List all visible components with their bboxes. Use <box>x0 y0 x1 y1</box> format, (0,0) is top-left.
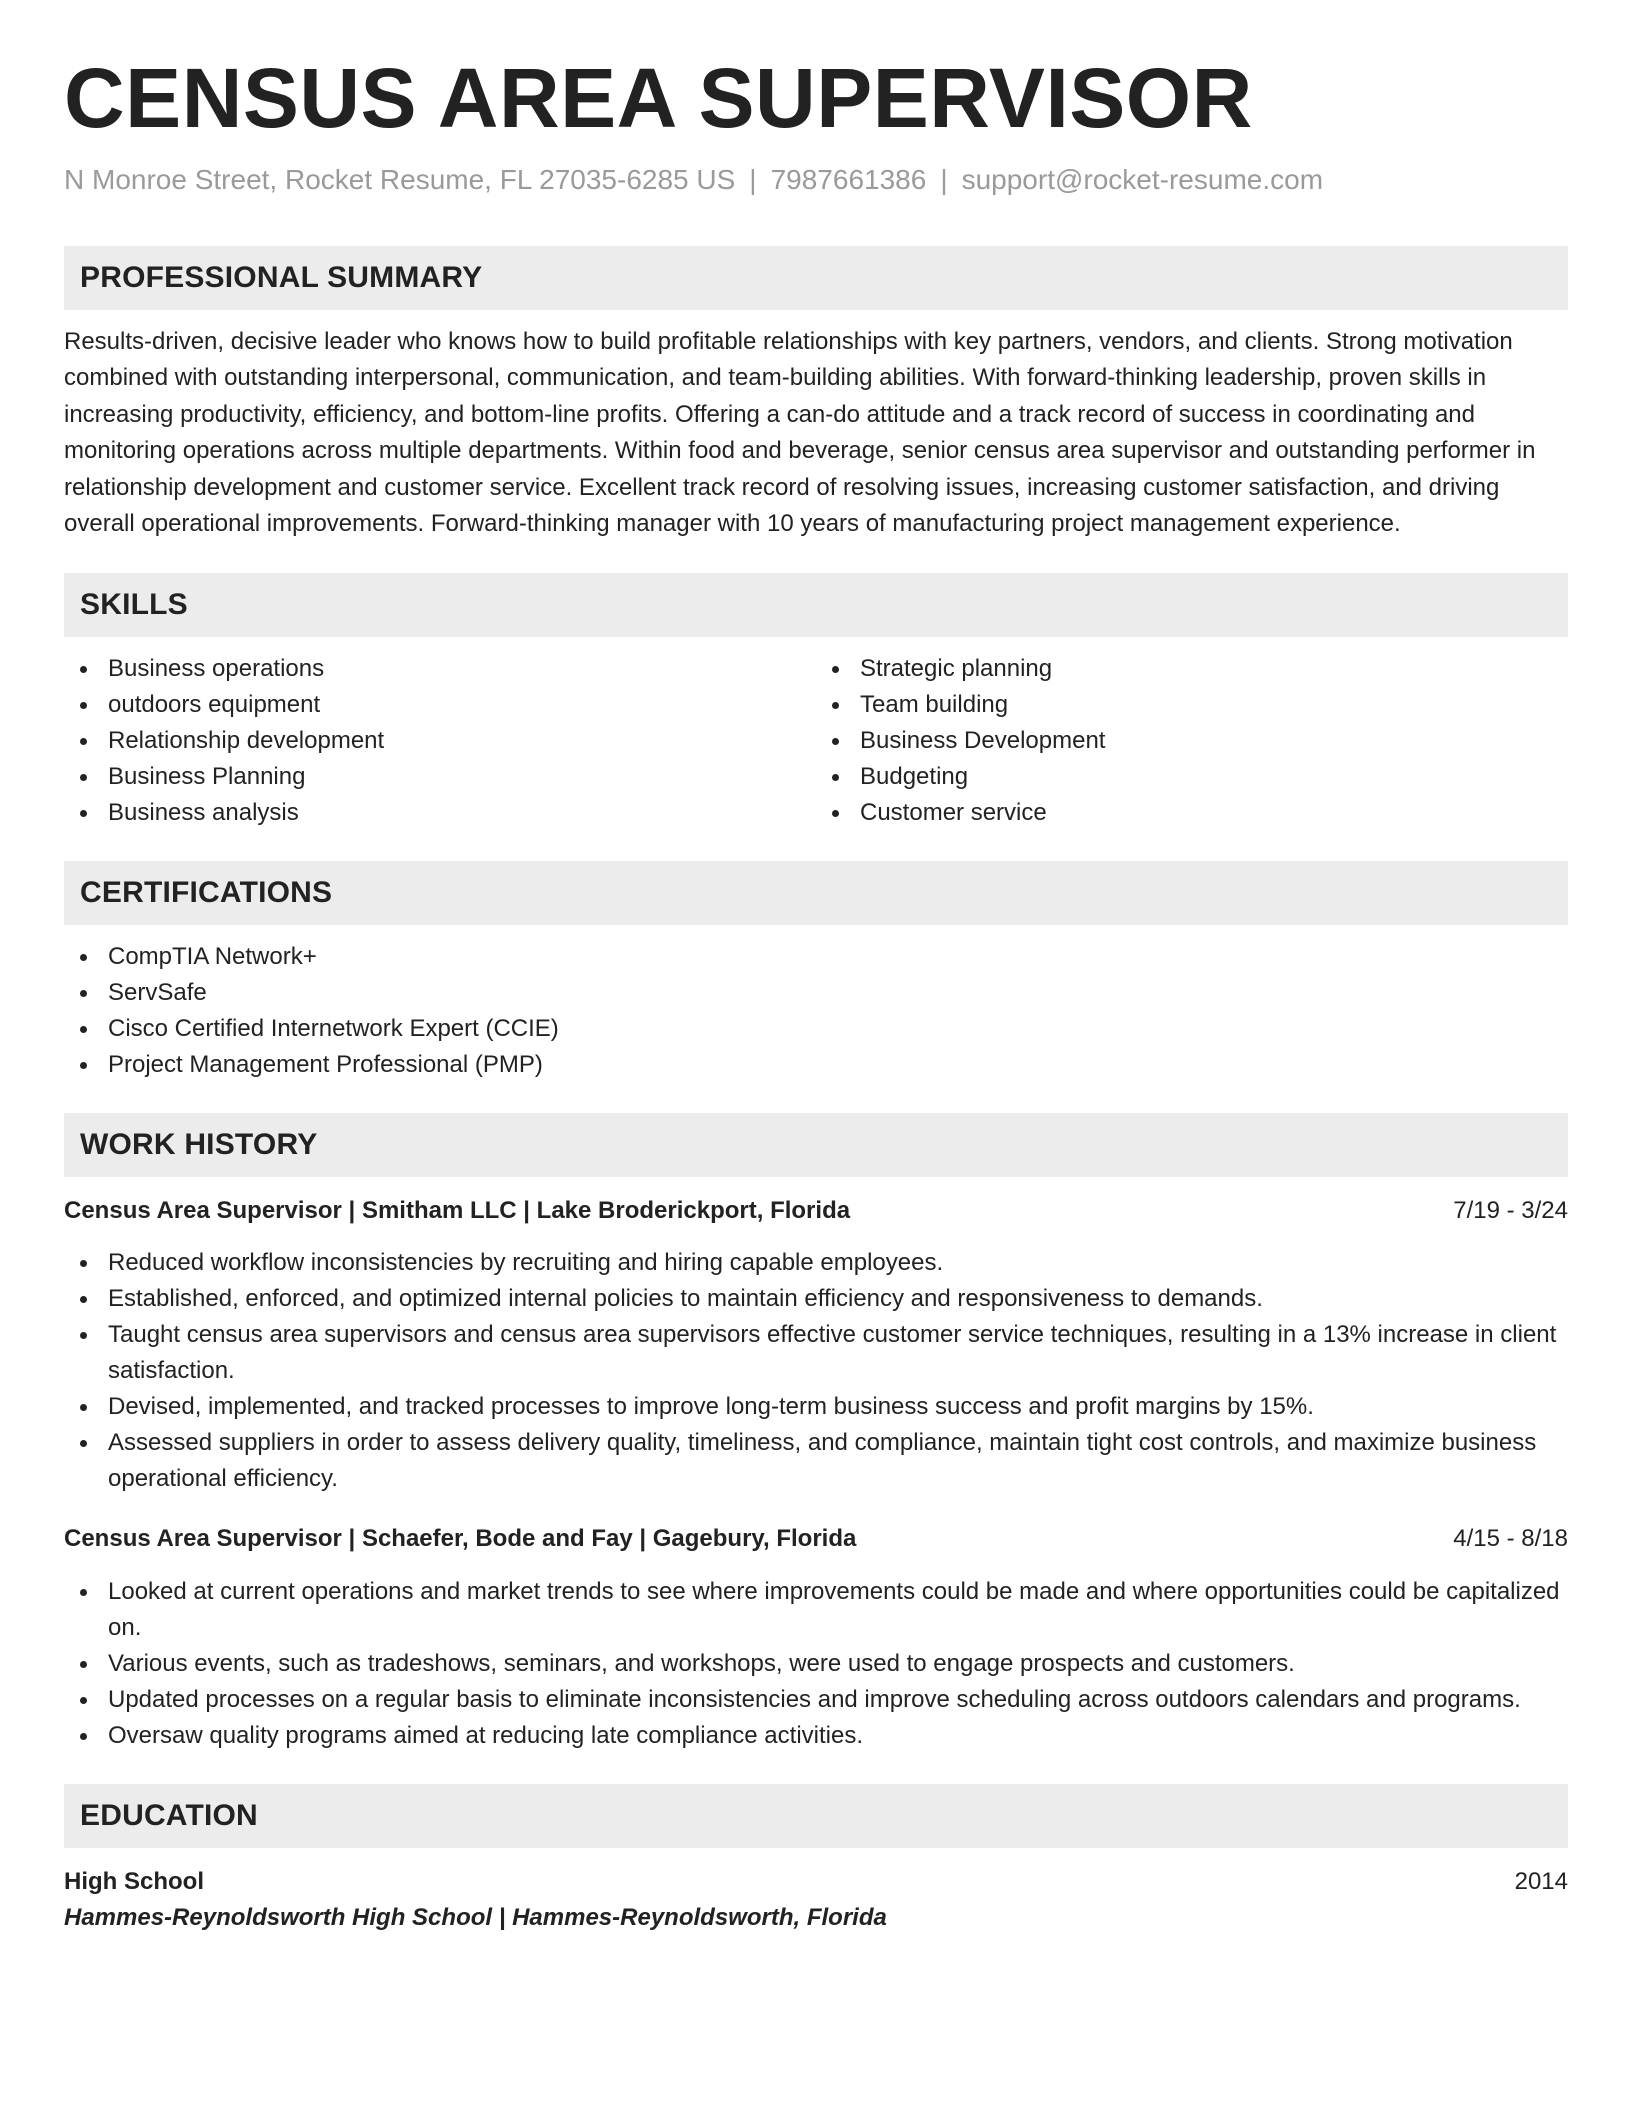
job-bullet: Reduced workflow inconsistencies by recruiting and hiring capable employees. <box>64 1245 1568 1281</box>
certification-item: ServSafe <box>64 975 1568 1011</box>
certifications-section <box>64 861 1568 1083</box>
skills-list-left <box>64 651 816 831</box>
contact-phone: 7987661386 <box>770 164 927 196</box>
contact-email: support@rocket-resume.com <box>961 164 1324 196</box>
skills-list-right <box>816 651 1568 831</box>
contact-separator: | <box>749 164 757 196</box>
skills-section <box>64 573 1568 831</box>
education-degree: High School <box>64 1867 204 1895</box>
skill-item: Customer service <box>816 795 1568 831</box>
job-bullet: Devised, implemented, and tracked processes to improve long-term business success and profit margins by 15%. <box>64 1389 1568 1425</box>
job-heading-line <box>64 1521 1568 1557</box>
skills-heading: SKILLS <box>64 573 1568 637</box>
skill-item: Business analysis <box>64 795 816 831</box>
resume-name: CENSUS AREA SUPERVISOR <box>64 51 1253 145</box>
work-history-heading: WORK HISTORY <box>64 1113 1568 1177</box>
summary-section <box>64 246 1568 543</box>
contact-line <box>64 162 1568 198</box>
contact-address: N Monroe Street, Rocket Resume, FL 27035-6285 US <box>64 164 736 196</box>
job-bullets <box>64 1574 1568 1754</box>
job-entry <box>64 1521 1568 1754</box>
job-heading-line <box>64 1193 1568 1229</box>
skill-item: outdoors equipment <box>64 687 816 723</box>
job-dates: 4/15 - 8/18 <box>1453 1524 1568 1552</box>
certification-item: Project Management Professional (PMP) <box>64 1047 1568 1083</box>
skill-item: Business operations <box>64 651 816 687</box>
job-bullets <box>64 1245 1568 1497</box>
job-bullet: Assessed suppliers in order to assess delivery quality, timeliness, and compliance, maintain tight cost controls, and maximize business operational efficiency. <box>64 1425 1568 1497</box>
summary-heading: PROFESSIONAL SUMMARY <box>64 246 1568 310</box>
job-bullet: Taught census area supervisors and census area supervisors effective customer service techniques, resulting in a 13% increase in client satisfaction. <box>64 1317 1568 1389</box>
education-heading-line <box>64 1864 1568 1900</box>
summary-text: Results-driven, decisive leader who knows how to build profitable relationships with key partners, vendors, and clients. Strong motivation combined with outstanding interpersonal, communication, and team-building abilities. With forward-thinking leadership, proven skills in increasing productivity, efficiency, and bottom-line profits. Offering a can-do attitude and a track record of success in coordinating and monitoring operations across multiple departments. Within food and beverage, senior census area supervisor and outstanding performer in relationship development and customer service. Excellent track record of resolving issues, increasing customer satisfaction, and driving overall operational improvements. Forward-thinking manager with 10 years of manufacturing project management experience. <box>64 327 1536 538</box>
certification-item: Cisco Certified Internetwork Expert (CCIE) <box>64 1011 1568 1047</box>
job-bullet: Looked at current operations and market trends to see where improvements could be made and where opportunities could be capitalized on. <box>64 1574 1568 1646</box>
contact-separator: | <box>940 164 948 196</box>
skill-item: Relationship development <box>64 723 816 759</box>
skills-grid <box>64 651 1568 831</box>
certifications-heading: CERTIFICATIONS <box>64 861 1568 925</box>
job-entry <box>64 1193 1568 1497</box>
education-year: 2014 <box>1514 1867 1568 1895</box>
skills-column-left <box>64 651 816 831</box>
job-title: Census Area Supervisor | Schaefer, Bode and Fay | Gagebury, Florida <box>64 1524 857 1552</box>
work-history-section <box>64 1113 1568 1754</box>
education-school: Hammes-Reynoldsworth High School | Hammes-Reynoldsworth, Florida <box>64 1903 887 1931</box>
job-dates: 7/19 - 3/24 <box>1453 1196 1568 1224</box>
job-bullet: Oversaw quality programs aimed at reducing late compliance activities. <box>64 1718 1568 1754</box>
education-section <box>64 1784 1568 1936</box>
job-bullet: Various events, such as tradeshows, seminars, and workshops, were used to engage prospects and customers. <box>64 1646 1568 1682</box>
job-title: Census Area Supervisor | Smitham LLC | Lake Broderickport, Florida <box>64 1196 851 1224</box>
skill-item: Strategic planning <box>816 651 1568 687</box>
job-bullet: Established, enforced, and optimized internal policies to maintain efficiency and responsiveness to demands. <box>64 1281 1568 1317</box>
skill-item: Budgeting <box>816 759 1568 795</box>
skills-column-right <box>816 651 1568 831</box>
skill-item: Business Planning <box>64 759 816 795</box>
education-heading: EDUCATION <box>64 1784 1568 1848</box>
skill-item: Business Development <box>816 723 1568 759</box>
certification-item: CompTIA Network+ <box>64 939 1568 975</box>
job-bullet: Updated processes on a regular basis to eliminate inconsistencies and improve scheduling across outdoors calendars and programs. <box>64 1682 1568 1718</box>
skill-item: Team building <box>816 687 1568 723</box>
certifications-list <box>64 939 1568 1083</box>
